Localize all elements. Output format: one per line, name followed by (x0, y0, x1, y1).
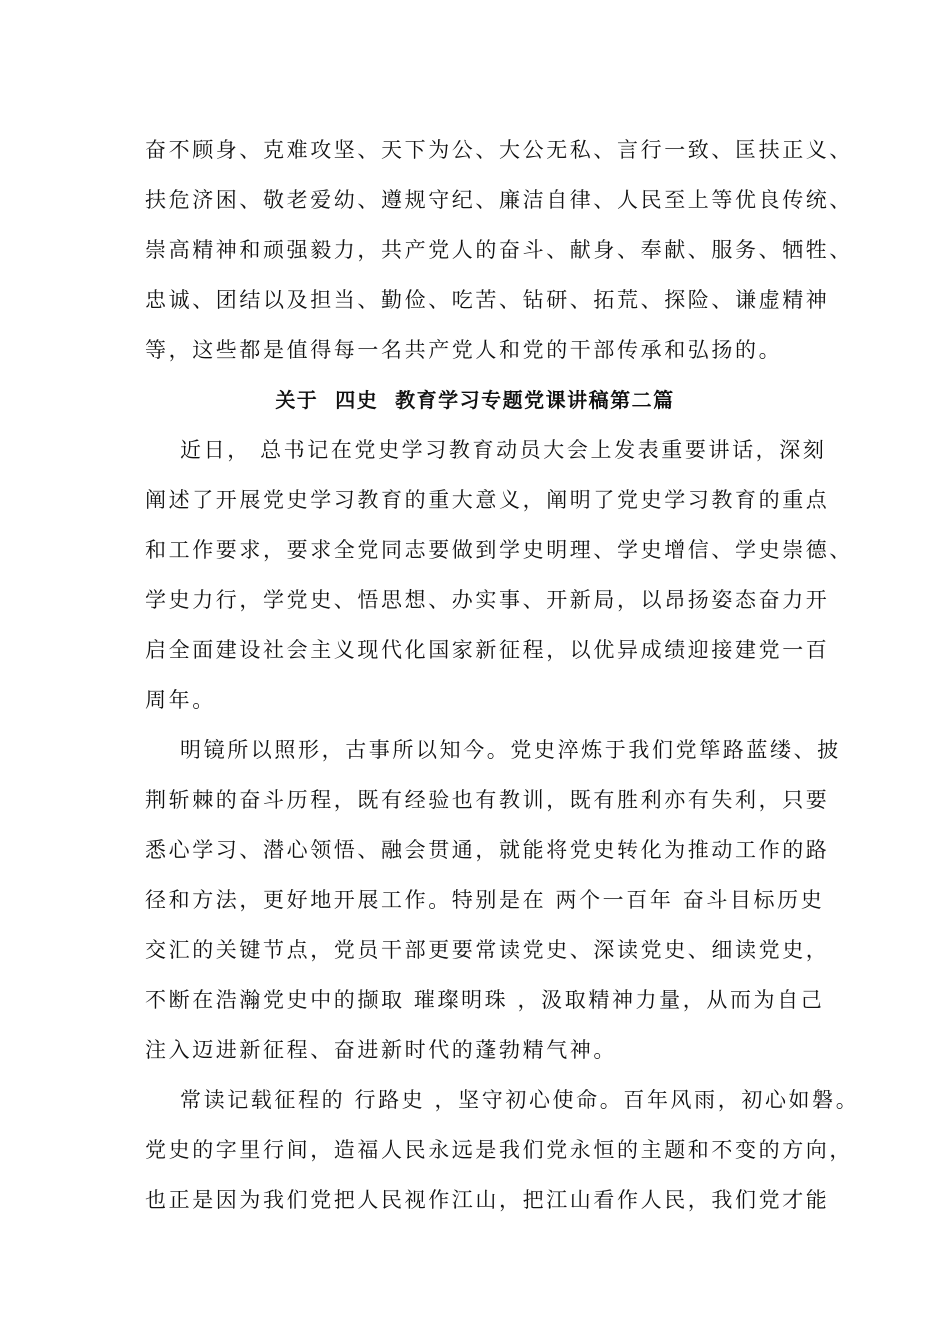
text-line: 忠诚、团结以及担当、勤俭、吃苦、钻研、拓荒、探险、谦虚精神 (145, 288, 830, 312)
text-line: 奋不顾身、克难攻坚、天下为公、大公无私、言行一致、匡扶正义、 (145, 138, 853, 162)
text-line: 交汇的关键节点，党员干部更要常读党史、深读党史、细读党史， (145, 938, 830, 962)
text-line: 学史力行，学党史、悟思想、办实事、开新局，以昂扬姿态奋力开 (145, 588, 830, 612)
text-line: 注入迈进新征程、奋进新时代的蓬勃精气神。 (145, 1038, 617, 1062)
text-line: 和工作要求，要求全党同志要做到学史明理、学史增信、学史崇德、 (145, 538, 853, 562)
text-line: 不断在浩瀚党史中的撷取 璀璨明珠 ，汲取精神力量，从而为自己 (145, 988, 825, 1012)
text-line: 近日， 总书记在党史学习教育动员大会上发表重要讲话，深刻 (180, 438, 827, 462)
text-line: 扶危济困、敬老爱幼、遵规守纪、廉洁自律、人民至上等优良传统、 (145, 188, 853, 212)
section-heading: 关于 四史 教育学习专题党课讲稿第二篇 (275, 388, 675, 412)
text-line: 崇高精神和顽强毅力，共产党人的奋斗、献身、奉献、服务、牺牲、 (145, 238, 853, 262)
text-line: 径和方法，更好地开展工作。特别是在 两个一百年 奋斗目标历史 (145, 888, 825, 912)
text-line: 周年。 (145, 688, 216, 712)
text-line: 明镜所以照形，古事所以知今。党史淬炼于我们党筚路蓝缕、披 (180, 738, 841, 762)
text-line: 也正是因为我们党把人民视作江山，把江山看作人民，我们党才能 (145, 1188, 830, 1212)
text-line: 荆斩棘的奋斗历程，既有经验也有教训，既有胜利亦有失利，只要 (145, 788, 830, 812)
text-line: 党史的字里行间，造福人民永远是我们党永恒的主题和不变的方向， (145, 1138, 853, 1162)
text-line: 启全面建设社会主义现代化国家新征程，以优异成绩迎接建党一百 (145, 638, 830, 662)
text-line: 悉心学习、潜心领悟、融会贯通，就能将党史转化为推动工作的路 (145, 838, 830, 862)
text-line: 等，这些都是值得每一名共产党人和党的干部传承和弘扬的。 (145, 338, 783, 362)
text-line: 阐述了开展党史学习教育的重大意义，阐明了党史学习教育的重点 (145, 488, 830, 512)
text-line: 常读记载征程的 行路史 ，坚守初心使命。百年风雨，初心如磐。 (180, 1088, 860, 1112)
